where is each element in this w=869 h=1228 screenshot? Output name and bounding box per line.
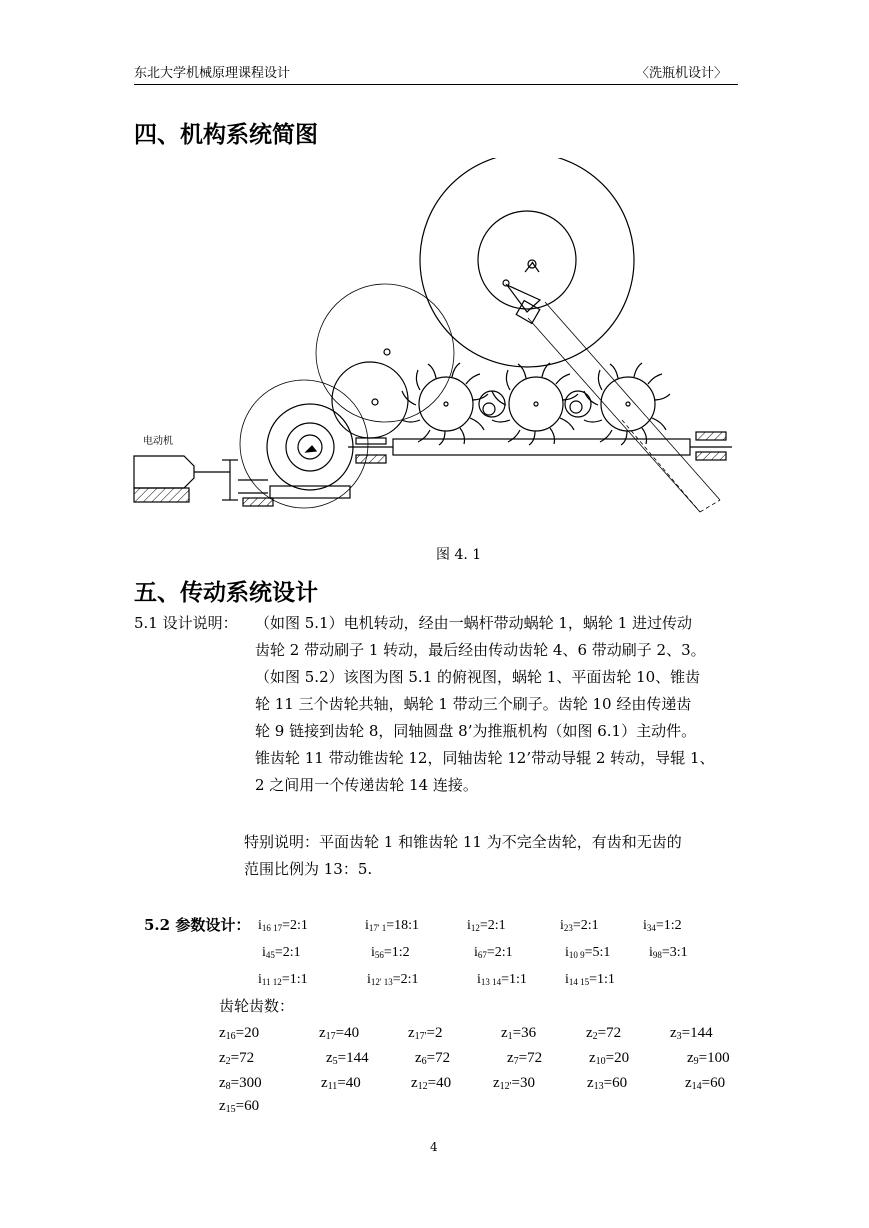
s51-line-0: （如图 5.1）电机转动，经由一蜗杆带动蜗轮 1，蜗轮 1 进过传动 [255, 614, 693, 632]
teeth-item: $z_6=72$ [415, 1050, 451, 1067]
teeth-item: $z_9=100$ [687, 1050, 730, 1067]
section4-title: 四、机构系统简图 [134, 121, 318, 148]
teeth-item: $z_{16}=20$ [219, 1025, 260, 1042]
motor-body [134, 456, 194, 488]
ratio-item: $i_{23}=2:1$ [560, 918, 599, 933]
s51-line-2: （如图 5.2）该图为图 5.1 的俯视图，蜗轮 1、平面齿轮 10、锥齿 [255, 668, 701, 686]
ratio-item: $i_{12}=2:1$ [467, 918, 506, 933]
s51-line-3: 轮 11 三个齿轮共轴，蜗轮 1 带动三个刷子。齿轮 10 经由传递齿 [255, 695, 692, 713]
drive-gear-2 [332, 362, 408, 438]
header-left: 东北大学机械原理课程设计 [134, 66, 291, 81]
teeth-item: $z_5=144$ [326, 1050, 369, 1067]
thin-circle-1 [316, 284, 454, 422]
teeth-item: $z_{10}=20$ [589, 1050, 630, 1067]
guide-rail [393, 439, 690, 455]
teeth-item: $z_2=72$ [219, 1050, 255, 1067]
teeth-item: $z_{14}=60$ [685, 1075, 726, 1092]
s51-line-5: 锥齿轮 11 带动锥齿轮 12，同轴齿轮 12’带动导辊 2 转动，导辊 1、 [255, 749, 715, 767]
ratio-item: $i_{13 14}=1:1$ [477, 972, 527, 987]
ratio-item: $i_{17' 1}=18:1$ [365, 918, 420, 933]
ratio-item: $i_{10 9}=5:1$ [565, 945, 611, 960]
page-number: 4 [430, 1140, 438, 1154]
ratio-item: $i_{16 17}=2:1$ [258, 918, 308, 933]
s51-line-4: 轮 9 链接到齿轮 8，同轴圆盘 8’为推瓶机构（如图 6.1）主动件。 [255, 722, 697, 740]
teeth-item: $z_2=72$ [586, 1025, 622, 1042]
teeth-label: 齿轮齿数： [219, 997, 295, 1015]
teeth-item: $z_{11}=40$ [321, 1075, 361, 1092]
ratio-item: $i_{45}=2:1$ [262, 945, 301, 960]
teeth-item: $z_8=300$ [219, 1075, 262, 1092]
ratio-item: $i_{56}=1:2$ [371, 945, 410, 960]
brush-3 [601, 377, 655, 431]
header-right: 〈洗瓶机设计〉 [636, 66, 728, 81]
section5-title: 五、传动系统设计 [134, 579, 318, 606]
thin-circle-2 [240, 380, 368, 508]
s51-label: 5.1 设计说明： [134, 614, 238, 632]
worm-shaft [270, 486, 350, 498]
s51-line-1: 齿轮 2 带动刷子 1 转动，最后经由传动齿轮 4、6 带动刷子 2、3。 [255, 641, 706, 659]
special-line-0: 特别说明：平面齿轮 1 和锥齿轮 11 为不完全齿轮，有齿和无齿的 [244, 833, 682, 851]
ratio-item: $i_{67}=2:1$ [474, 945, 513, 960]
teeth-item: $z_{17'}=2$ [408, 1025, 443, 1042]
header-rule [134, 84, 738, 85]
ratio-item: $i_{12' 13}=2:1$ [367, 972, 419, 987]
motor-label: 电动机 [143, 436, 173, 447]
teeth-item: $z_{17}=40$ [319, 1025, 360, 1042]
ratio-item: $i_{34}=1:2$ [643, 918, 682, 933]
s51-line-6: 2 之间用一个传递齿轮 14 连接。 [255, 776, 478, 794]
teeth-item: $z_7=72$ [507, 1050, 543, 1067]
brush-2 [509, 377, 563, 431]
ratio-item: $i_{98}=3:1$ [649, 945, 688, 960]
figure-caption: 图 4. 1 [436, 547, 482, 563]
ratio-item: $i_{14 15}=1:1$ [565, 972, 615, 987]
teeth-item: $z_{13}=60$ [587, 1075, 628, 1092]
teeth-item: $z_{12'}=30$ [493, 1075, 535, 1092]
teeth-item: $z_{15}=60$ [219, 1098, 260, 1115]
ratio-item: $i_{11 12}=1:1$ [258, 972, 308, 987]
teeth-item: $z_1=36$ [501, 1025, 537, 1042]
teeth-item: $z_{12}=40$ [411, 1075, 452, 1092]
teeth-item: $z_3=144$ [670, 1025, 713, 1042]
mechanism-diagram [125, 158, 745, 528]
s52-label: 5.2 参数设计： [144, 916, 251, 934]
special-line-1: 范围比例为 13：5. [244, 860, 373, 878]
worm-wheel-outer [267, 404, 353, 490]
